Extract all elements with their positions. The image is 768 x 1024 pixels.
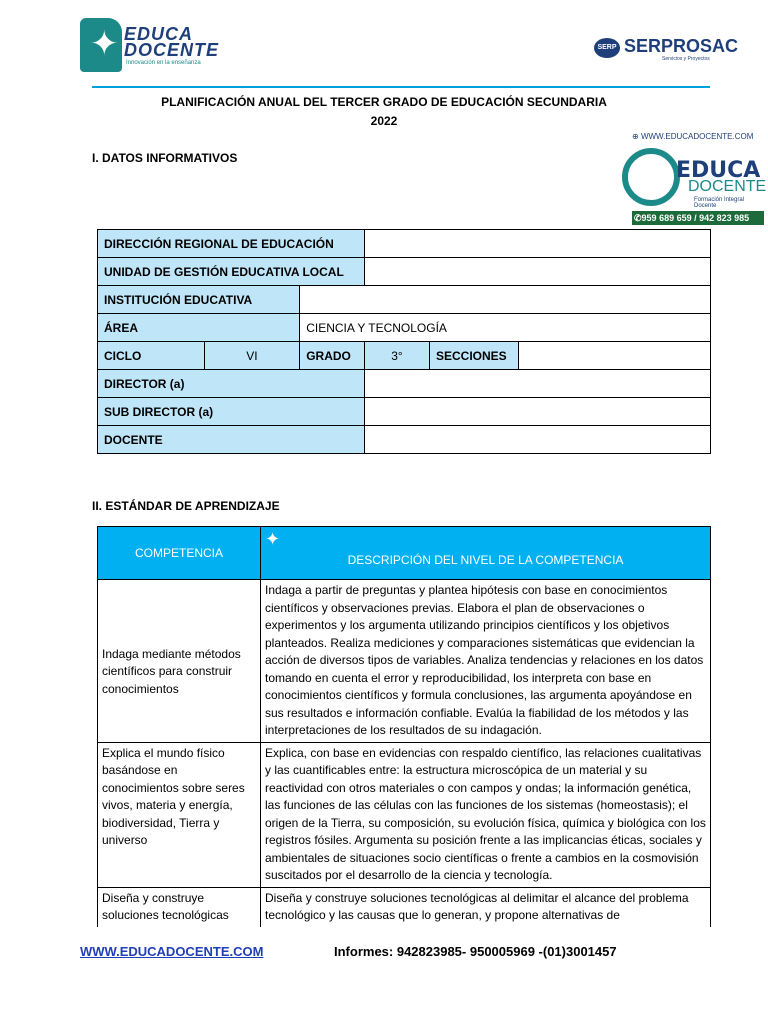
value-ciclo: VI	[204, 342, 299, 370]
footer-website-link[interactable]: WWW.EDUCADOCENTE.COM	[80, 944, 264, 959]
table-row	[98, 742, 711, 887]
logo-text-educa: EDUCA	[124, 24, 194, 44]
col-descripcion-label: DESCRIPCIÓN DEL NIVEL DE LA COMPETENCIA	[347, 553, 624, 567]
col-descripcion	[261, 527, 711, 580]
educa-docente-logo	[80, 18, 220, 74]
competencia-cell: Indaga mediante métodos científicos para construir conocimientos	[98, 580, 261, 743]
logo-tagline: Innovación en la enseñanza	[126, 60, 201, 66]
label-ugel: UNIDAD DE GESTIÓN EDUCATIVA LOCAL	[98, 258, 365, 286]
value-grado: 3°	[365, 342, 430, 370]
table-row	[98, 887, 711, 927]
phone-banner	[632, 211, 764, 225]
label-direccion: DIRECCIÓN REGIONAL DE EDUCACIÓN	[98, 230, 365, 258]
page-title: PLANIFICACIÓN ANUAL DEL TERCER GRADO DE EDUCACIÓN SECUNDARIA	[161, 95, 607, 109]
website-top-text: WWW.EDUCADOCENTE.COM	[640, 132, 754, 141]
logo-text-docente: DOCENTE	[124, 40, 220, 60]
serprosac-badge: SERP	[594, 38, 620, 58]
value-direccion[interactable]	[365, 230, 711, 258]
descripcion-cell: Indaga a partir de preguntas y plantea hipótesis con base en conocimientos científicos y observaciones previas. Elabora el plan de observaciones o experimentos y los argumenta utilizando principios científicos y los objetivos planteados. Realiza mediciones y comparaciones sistemáticas que evidencian la acción de diversos tipos de variables. Analiza tendencias y relaciones en los datos tomando en cuenta el error y reproducibilidad, los interpreta con base en conocimientos científicos y formula conclusiones, las argumenta apoyándose en sus resultados e información confiable. Evalúa la fiabilidad de los métodos y las interpretaciones de los resultados de su indagación.	[261, 580, 711, 743]
serprosac-logo	[594, 36, 739, 64]
info-table	[97, 229, 711, 454]
header-divider	[92, 86, 710, 88]
website-top-link[interactable]	[632, 132, 753, 141]
value-area: CIENCIA Y TECNOLOGÍA	[300, 314, 711, 342]
value-subdirector[interactable]	[365, 398, 711, 426]
label-ciclo: CICLO	[98, 342, 205, 370]
big-logo-docente: DOCENTE	[688, 178, 767, 195]
descripcion-cell: Diseña y construye soluciones tecnológicas al delimitar el alcance del problema tecnológico y las causas que lo generan, y propone alternativas de	[261, 887, 711, 927]
label-subdirector: SUB DIRECTOR (a)	[98, 398, 365, 426]
globe-icon: ⊕	[632, 132, 641, 141]
runner-small-icon: ✦	[265, 529, 281, 549]
page-year: 2022	[370, 114, 398, 128]
value-director[interactable]	[365, 370, 711, 398]
big-logo-tagline: Formación Integral Docente	[694, 197, 745, 209]
section-estandar-heading: II. ESTÁNDAR DE APRENDIZAJE	[92, 499, 280, 513]
competencia-cell: Diseña y construye soluciones tecnológicas	[98, 887, 261, 927]
competencia-cell: Explica el mundo físico basándose en conocimientos sobre seres vivos, materia y energía, biodiversidad, Tierra y universo	[98, 742, 261, 887]
reader-icon	[622, 148, 680, 206]
competencia-table	[97, 526, 711, 927]
big-logo-educa: EDUCA	[676, 158, 761, 183]
whatsapp-icon: ✆	[634, 213, 642, 223]
label-institucion: INSTITUCIÓN EDUCATIVA	[98, 286, 300, 314]
label-area: ÁREA	[98, 314, 300, 342]
section-datos-heading: I. DATOS INFORMATIVOS	[92, 151, 238, 165]
descripcion-cell: Explica, con base en evidencias con respaldo científico, las relaciones cualitativas y las cuantificables entre: la estructura microscópica de un material y su reactividad con otros materiales o con campos y ondas; la información genética, las funciones de las células con las funciones de los sistemas (homeostasis); el origen de la Tierra, su composición, su evolución física, química y biológica con los registros fósiles. Argumenta su posición frente a las implicancias éticas, sociales y ambientales de situaciones socio científicas o frente a cambios en la cosmovisión suscitados por el desarrollo de la ciencia y tecnología.	[261, 742, 711, 887]
runner-icon: ✦	[80, 18, 122, 72]
phone-text: 959 689 659 / 942 823 985	[641, 213, 750, 223]
value-docente[interactable]	[365, 426, 711, 454]
serprosac-sub: Servicios y Proyectos	[662, 56, 710, 62]
label-grado: GRADO	[300, 342, 365, 370]
col-competencia: COMPETENCIA	[98, 527, 261, 580]
label-docente: DOCENTE	[98, 426, 365, 454]
serprosac-name: SERPROSAC	[624, 36, 739, 56]
value-institucion[interactable]	[300, 286, 711, 314]
label-secciones: SECCIONES	[430, 342, 519, 370]
table-row	[98, 580, 711, 743]
footer-contact-info: Informes: 942823985- 950005969 -(01)3001457	[334, 944, 617, 959]
value-secciones[interactable]	[519, 342, 711, 370]
label-director: DIRECTOR (a)	[98, 370, 365, 398]
value-ugel[interactable]	[365, 258, 711, 286]
